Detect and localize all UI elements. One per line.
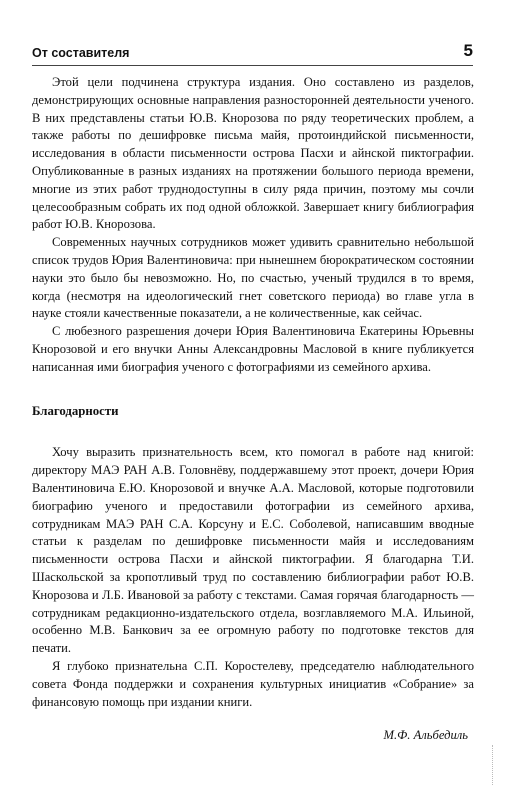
running-section-title: От составителя [32,46,130,60]
intro-paragraph-1: Этой цели подчинена структура издания. Оно составлено из разделов, демонстрирующих основные направления разносторонней деятельности ученого. В них представлены статьи Ю.В. Кнорозова по ряду теоретических проблем, а также работы по дешифровке письма майя, протоиндийской письменности, исследования в области письменности острова Пасхи и айнской пиктографии. Опубликованные в разных изданиях на протяжении большого периода времени, многие из этих работ труднодоступны в силу ряда причин, поэтому мы сочли целесообразным собрать их под одной обложкой. Завершает книгу библиография работ Ю.В. Кнорозова. [32,75,474,232]
author-signature: М.Ф. Альбедиль [383,728,468,743]
page-header [32,41,473,65]
acknowledgments-paragraph-2: Я глубоко признательна С.П. Коростелеву, председателю наблюдательного совета Фонда поддержки и сохранения культурных инициатив «Собрание» за финансовую помощь при издании книги. [32,658,474,709]
page-edge-mark [492,745,495,785]
page-number: 5 [463,41,473,60]
intro-paragraph-2: Современных научных сотрудников может удивить сравнительно небольшой список трудов Юрия Валентиновича: при нынешнем бюрократическом состоянии науки это было бы невозможно. Но, по счастью, ученый трудился в то время, когда (несмотря на идеологический гнет советского периода) во главе угла в науке стояли качественные показатели, а не количественные, как сейчас. [32,235,474,321]
intro-paragraph-3: С любезного разрешения дочери Юрия Валентиновича Екатерины Юрьевны Кнорозовой и его внучки Анны Александровны Масловой в книге публикуется написанная ими биография ученого с фотографиями из семейного архива. [32,324,474,374]
acknowledgments-paragraph-1: Хочу выразить признательность всем, кто помогал в работе над книгой: директору МАЭ РАН А.В. Головнёву, поддержавшему этот проект, дочери Юрия Валентиновича Е.Ю. Кнорозовой и внучке А.А. Масловой, которые подготовили биографию ученого и предоставили фотографии из семейного архива, сотрудникам МАЭ РАН С.А. Корсуну и Е.С. Соболевой, написавшим вводные статьи к разделам по дешифровке письменности майя и исследованиям письменности острова Пасхи и айнской пиктографии. Я благодарна Т.И. Шаскольской за кропотливый труд по составлению библиографии работ Ю.В. Кнорозова и Л.Б. Ивановой за работу с текстами. Самая горячая благодарность — сотрудникам редакционно-издательского отдела, возглавляемого М.А. Ильиной, особенно М.В. Банкович за ее огромную работу по подготовке текстов для печати. [32,445,474,656]
acknowledgments-heading: Благодарности [32,403,119,418]
page-body [32,74,474,745]
header-rule [32,65,473,66]
